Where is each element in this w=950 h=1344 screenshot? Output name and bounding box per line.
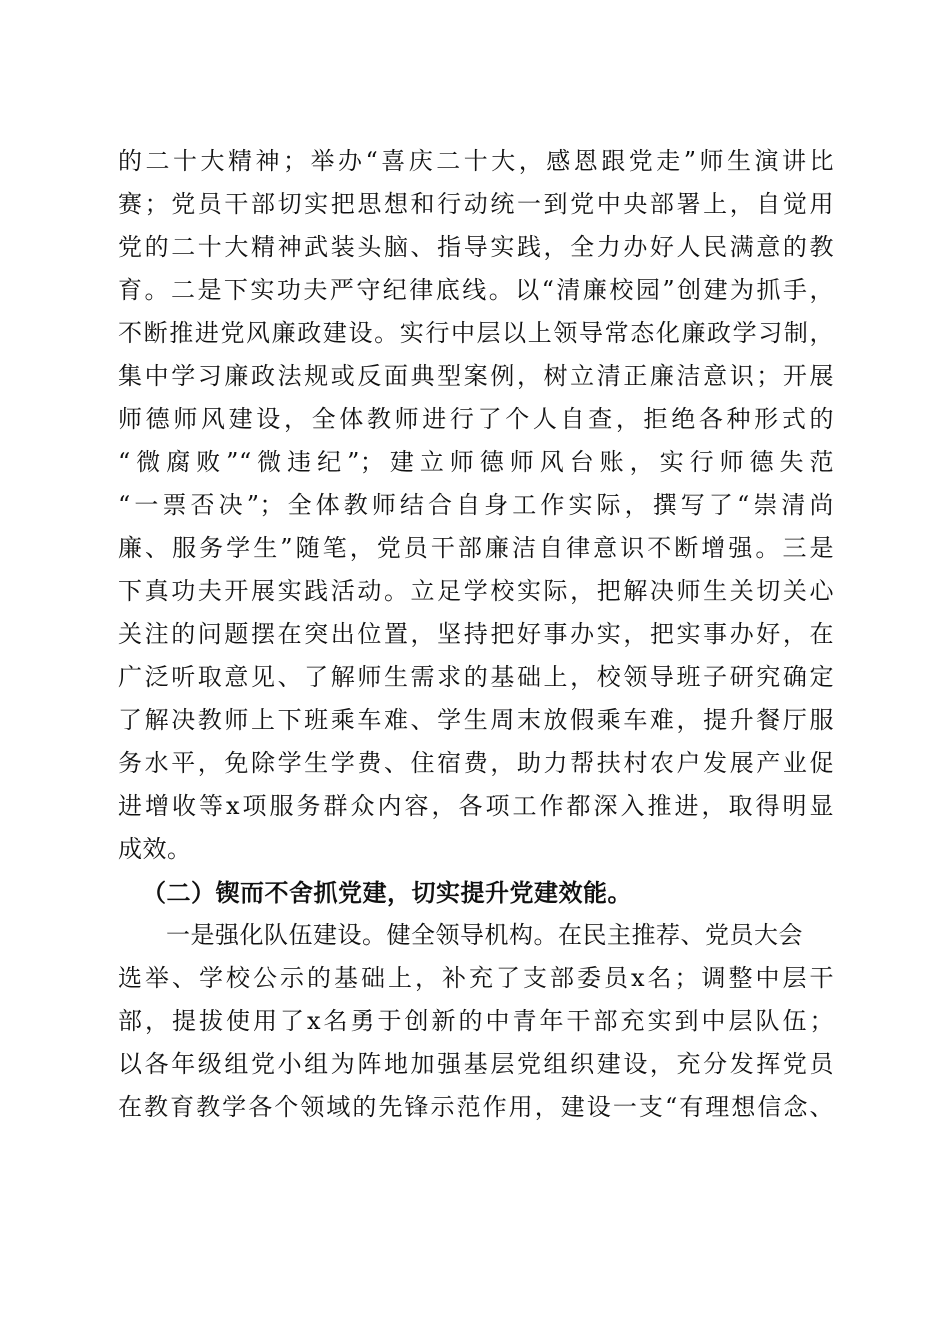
text-line: “一票否决”；全体教师结合自身工作实际，撰写了“崇清尚 [118,491,834,519]
text-line: 党的二十大精神武装头脑、指导实践，全力办好人民满意的教 [118,233,834,261]
text-line: 育。二是下实功夫严守纪律底线。以“清廉校园”创建为抓手， [118,276,834,304]
text-line: 的二十大精神；举办“喜庆二十大，感恩跟党走”师生演讲比 [118,147,834,175]
paragraph-2 [118,914,834,1129]
text-line: “微腐败”“微违纪”；建立师德师风台账，实行师德失范 [118,448,834,476]
text-line: 部，提拔使用了x名勇于创新的中青年干部充实到中层队伍； [118,1007,834,1035]
text-line: 下真功夫开展实践活动。立足学校实际，把解决师生关切关心 [118,577,834,605]
text-line: 一是强化队伍建设。健全领导机构。在民主推荐、党员大会 [166,921,803,949]
text-line: 师德师风建设，全体教师进行了个人自查，拒绝各种形式的 [118,405,834,433]
text-line: 赛；党员干部切实把思想和行动统一到党中央部署上，自觉用 [118,190,834,218]
text-line: 广泛听取意见、了解师生需求的基础上，校领导班子研究确定 [118,663,834,691]
document-body [118,140,834,1129]
text-line: 在教育教学各个领域的先锋示范作用，建设一支“有理想信念、 [118,1093,834,1121]
text-line: 成效。 [118,835,192,863]
text-line: 关注的问题摆在突出位置，坚持把好事办实，把实事办好，在 [118,620,834,648]
text-line: 选举、学校公示的基础上，补充了支部委员x名；调整中层干 [118,964,834,992]
text-line: 廉、服务学生”随笔，党员干部廉洁自律意识不断增强。三是 [118,534,834,562]
text-line: 进增收等x项服务群众内容，各项工作都深入推进，取得明显 [118,792,834,820]
paragraph-1 [118,140,834,871]
text-line: 集中学习廉政法规或反面典型案例，树立清正廉洁意识；开展 [118,362,834,390]
text-line: 不断推进党风廉政建设。实行中层以上领导常态化廉政学习制， [118,319,834,347]
text-line: 了解决教师上下班乘车难、学生周末放假乘车难，提升餐厅服 [118,706,834,734]
text-line: 以各年级组党小组为阵地加强基层党组织建设，充分发挥党员 [118,1050,834,1078]
text-line: 务水平，免除学生学费、住宿费，助力帮扶村农户发展产业促 [118,749,834,777]
section-heading: （二）锲而不舍抓党建，切实提升党建效能。 [142,878,632,907]
